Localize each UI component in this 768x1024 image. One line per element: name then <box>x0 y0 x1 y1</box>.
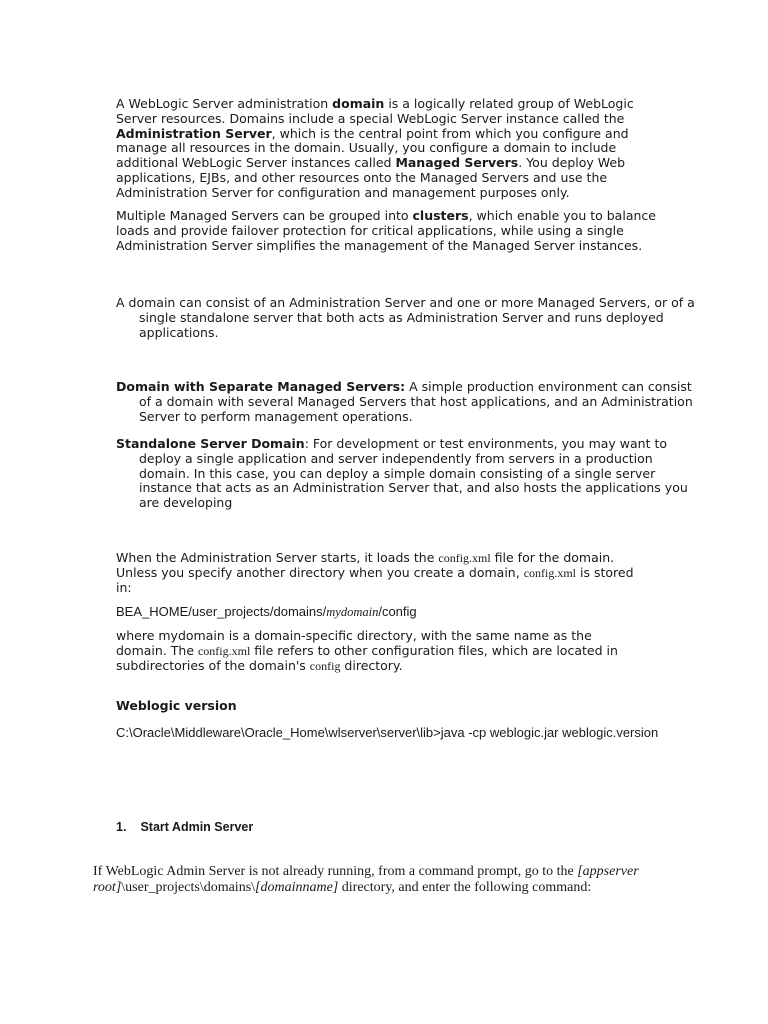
config-filename: config.xml <box>438 551 491 565</box>
text: A simple production environment can consist of a domain with several Managed Servers that host applications, and an Administration Server to perform management operations. <box>139 379 693 424</box>
text: file refers to other configuration files, which are located in subdirectories of the domain's <box>116 642 618 673</box>
italic-appserver-root: [appserver root] <box>93 864 639 895</box>
text: is stored in: <box>116 564 634 595</box>
standalone-domain-paragraph <box>116 437 702 511</box>
step-number: 1. <box>116 820 127 834</box>
text: file for the domain. Unless you specify another directory when you create a domain, <box>116 550 615 580</box>
version-command <box>116 725 694 740</box>
text: , which enable you to balance loads and provide failover protection for critical applications, while using a single Administration Server simplifies the management of the Managed Server instances. <box>116 208 656 253</box>
text: is a logically related group of WebLogic Server resources. Domains include a special WebLogic Server instance called the <box>116 96 634 126</box>
bold-term-separate-managed: Domain with Separate Managed Servers: <box>116 379 406 394</box>
heading-text: Weblogic version <box>116 698 237 713</box>
config-filename: config.xml <box>197 643 251 658</box>
text: . You deploy Web applications, EJBs, and other resources onto the Managed Servers and use the Administration Server for configuration and management purposes only. <box>116 155 626 200</box>
text: A WebLogic Server administration <box>116 96 333 111</box>
config-filename: config.xml <box>523 565 577 580</box>
text: \user_projects\domains\ <box>121 880 256 895</box>
weblogic-version-heading <box>116 699 656 714</box>
text: /config <box>378 604 417 619</box>
bold-term-domain: domain <box>332 96 385 111</box>
text: , which is the central point from which you configure and manage all resources in the domain. Usually, you configure a domain to include additional WebLogic Server instances called <box>116 125 629 171</box>
command-text: C:\Oracle\Middleware\Oracle_Home\wlserver\server\lib>java -cp weblogic.jar weblogic.version <box>116 725 659 740</box>
admin-server-instructions <box>93 864 653 896</box>
bold-term-standalone: Standalone Server Domain <box>116 436 305 451</box>
domain-composition-paragraph <box>116 296 702 340</box>
bold-term-clusters: clusters <box>412 208 469 223</box>
text: When the Administration Server starts, it loads the <box>116 550 439 565</box>
separate-managed-servers-paragraph <box>116 380 702 424</box>
intro-paragraph <box>116 97 656 201</box>
bold-term-managed-servers: Managed Servers <box>395 155 519 171</box>
text: A domain can consist of an Administration Server and one or more Managed Servers, or of a single standalone server that both acts as Administration Server and runs deployed applications. <box>116 295 695 340</box>
text: where mydomain is a domain-specific directory, with the same name as the domain. The <box>116 628 592 658</box>
text: Multiple Managed Servers can be grouped into <box>116 208 413 223</box>
text: If WebLogic Admin Server is not already running, from a command prompt, go to the <box>93 864 578 879</box>
clusters-paragraph <box>116 209 656 253</box>
config-path <box>116 604 656 620</box>
italic-domain-name: mydomain <box>326 605 379 619</box>
text: directory. <box>340 657 403 673</box>
text: BEA_HOME/user_projects/domains/ <box>116 604 327 619</box>
italic-domainname: [domainname] <box>255 880 339 895</box>
text: : For development or test environments, you may want to deploy a single application and server independently from servers in a production domain. In this case, you can deploy a simple domain consisting of a single server instance that acts as an Administration Server that, and also hosts the applications you are developing <box>139 436 688 511</box>
step-1-heading <box>116 820 253 834</box>
config-load-paragraph <box>116 551 646 595</box>
mydomain-paragraph <box>116 629 646 673</box>
config-dirname: config <box>309 658 341 673</box>
step-label: Start Admin Server <box>140 820 254 834</box>
text: directory, and enter the following command: <box>338 880 592 895</box>
bold-term-administration-server: Administration Server <box>116 125 272 141</box>
